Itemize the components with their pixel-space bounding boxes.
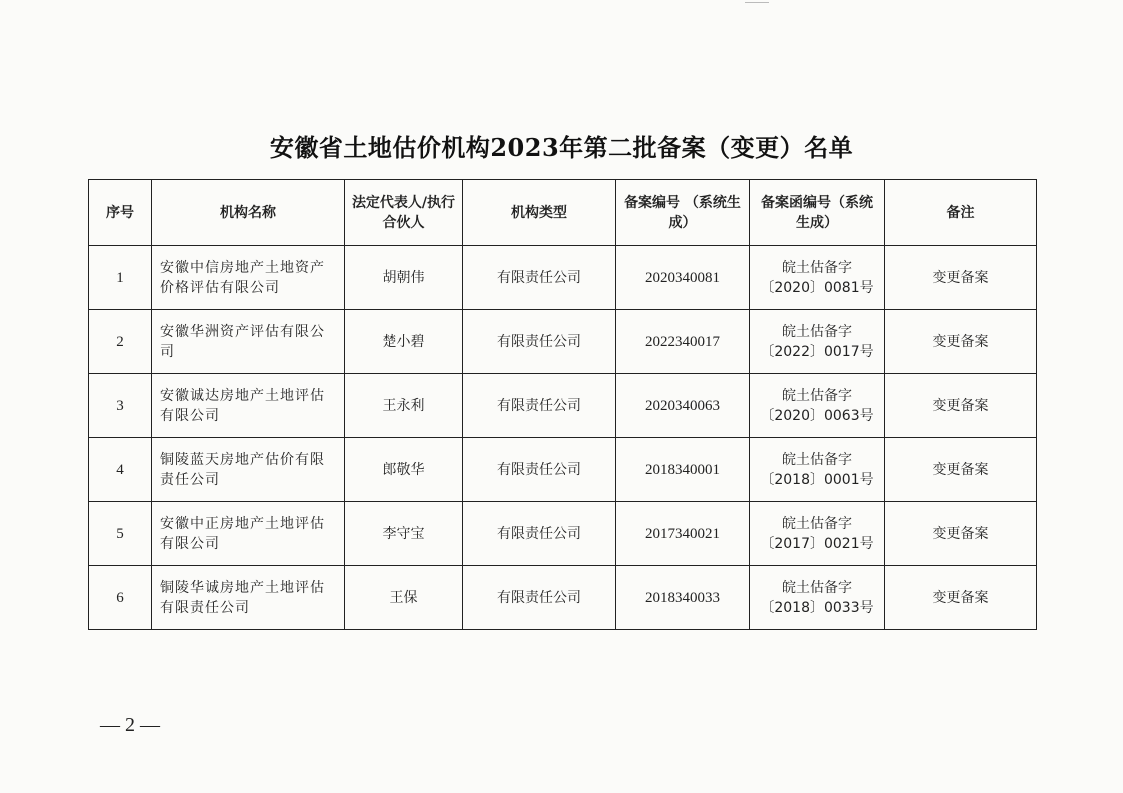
letter-line1: 皖土估备字 xyxy=(782,259,852,276)
row-note: 变更备案 xyxy=(885,438,1037,502)
row-note: 变更备案 xyxy=(885,246,1037,310)
letter-line1: 皖土估备字 xyxy=(782,579,852,596)
row-seq: 2 xyxy=(89,310,152,374)
letter-line2: 〔2022〕0017号 xyxy=(760,343,874,360)
row-letter-no xyxy=(750,566,885,630)
row-name: 铜陵华诚房地产土地评估有限责任公司 xyxy=(152,566,345,630)
row-seq: 6 xyxy=(89,566,152,630)
row-name: 安徽华洲资产评估有限公司 xyxy=(152,310,345,374)
table-row xyxy=(89,566,1037,630)
page-number: — 2 — xyxy=(100,714,160,736)
row-letter-no xyxy=(750,246,885,310)
record-table xyxy=(88,179,1037,630)
letter-line2: 〔2017〕0021号 xyxy=(760,535,874,552)
header-record-no: 备案编号 （系统生成） xyxy=(616,180,750,246)
row-seq: 1 xyxy=(89,246,152,310)
table-row xyxy=(89,438,1037,502)
row-rep: 楚小碧 xyxy=(345,310,463,374)
document-title: 安徽省土地估价机构2023年第二批备案（变更）名单 xyxy=(269,133,854,162)
letter-line1: 皖土估备字 xyxy=(782,323,852,340)
row-rep: 李守宝 xyxy=(345,502,463,566)
row-note: 变更备案 xyxy=(885,310,1037,374)
row-letter-no xyxy=(750,310,885,374)
letter-line1: 皖土估备字 xyxy=(782,451,852,468)
table-row xyxy=(89,246,1037,310)
row-type: 有限责任公司 xyxy=(463,246,616,310)
row-record-no: 2018340001 xyxy=(616,438,750,502)
row-type: 有限责任公司 xyxy=(463,566,616,630)
row-type: 有限责任公司 xyxy=(463,310,616,374)
row-rep: 王保 xyxy=(345,566,463,630)
row-seq: 5 xyxy=(89,502,152,566)
row-seq: 3 xyxy=(89,374,152,438)
table-header-row xyxy=(89,180,1037,246)
letter-line2: 〔2018〕0033号 xyxy=(760,599,874,616)
row-record-no: 2018340033 xyxy=(616,566,750,630)
row-rep: 胡朝伟 xyxy=(345,246,463,310)
row-seq: 4 xyxy=(89,438,152,502)
header-type: 机构类型 xyxy=(463,180,616,246)
row-type: 有限责任公司 xyxy=(463,374,616,438)
row-name: 安徽诚达房地产土地评估有限公司 xyxy=(152,374,345,438)
row-record-no: 2020340081 xyxy=(616,246,750,310)
row-name: 安徽中正房地产土地评估有限公司 xyxy=(152,502,345,566)
row-rep: 王永利 xyxy=(345,374,463,438)
table-row xyxy=(89,310,1037,374)
row-record-no: 2017340021 xyxy=(616,502,750,566)
letter-line2: 〔2020〕0063号 xyxy=(760,407,874,424)
row-record-no: 2020340063 xyxy=(616,374,750,438)
row-type: 有限责任公司 xyxy=(463,502,616,566)
scan-mark xyxy=(745,2,769,9)
row-name: 安徽中信房地产土地资产价格评估有限公司 xyxy=(152,246,345,310)
header-name: 机构名称 xyxy=(152,180,345,246)
row-name: 铜陵蓝天房地产估价有限责任公司 xyxy=(152,438,345,502)
table-row xyxy=(89,502,1037,566)
header-note: 备注 xyxy=(885,180,1037,246)
row-note: 变更备案 xyxy=(885,502,1037,566)
table-row xyxy=(89,374,1037,438)
letter-line2: 〔2018〕0001号 xyxy=(760,471,874,488)
letter-line2: 〔2020〕0081号 xyxy=(760,279,874,296)
header-letter-no: 备案函编号（系统生成） xyxy=(750,180,885,246)
row-note: 变更备案 xyxy=(885,374,1037,438)
row-letter-no xyxy=(750,438,885,502)
row-type: 有限责任公司 xyxy=(463,438,616,502)
header-rep: 法定代表人/执行合伙人 xyxy=(345,180,463,246)
row-letter-no xyxy=(750,374,885,438)
letter-line1: 皖土估备字 xyxy=(782,515,852,532)
row-letter-no xyxy=(750,502,885,566)
row-rep: 郎敬华 xyxy=(345,438,463,502)
row-record-no: 2022340017 xyxy=(616,310,750,374)
row-note: 变更备案 xyxy=(885,566,1037,630)
header-seq: 序号 xyxy=(89,180,152,246)
letter-line1: 皖土估备字 xyxy=(782,387,852,404)
